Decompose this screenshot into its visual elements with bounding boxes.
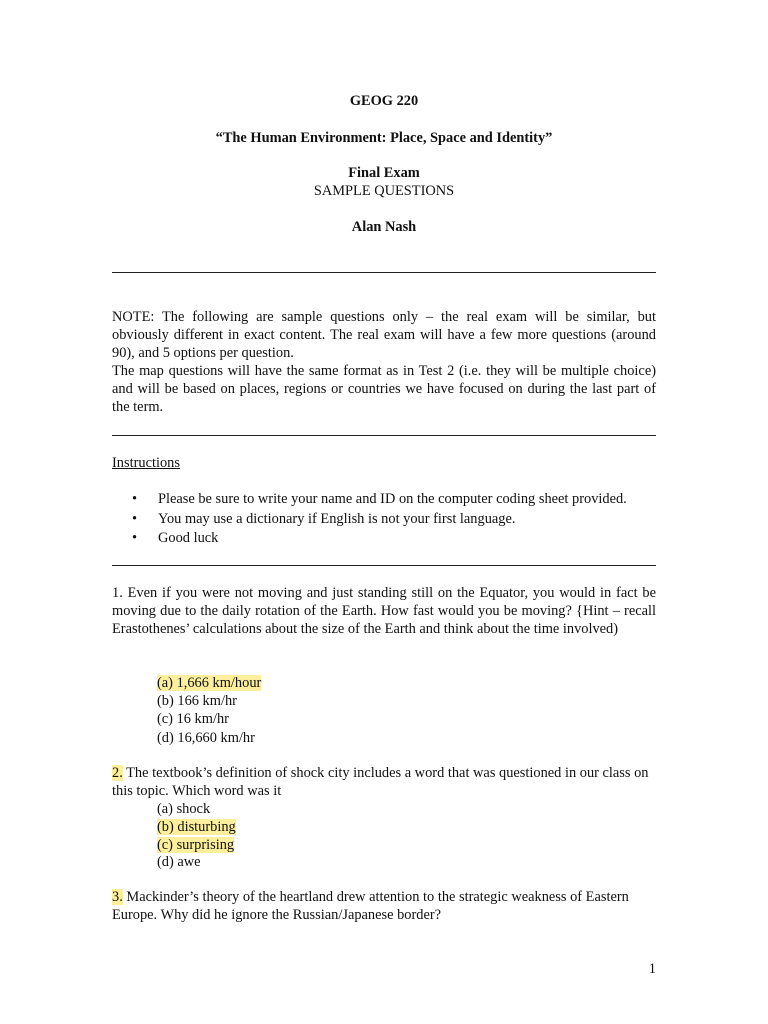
instructions-list	[112, 490, 656, 549]
highlighted-answer: (a) 1,666 km/hour	[157, 675, 262, 691]
question-1-text: 1. Even if you were not moving and just standing still on the Equator, you would in fact be moving due to the daily rotation of the Earth. How fast would you be moving? {Hint – recall Erastothenes’ calculations about the size of the Earth and think about the time involved)	[112, 585, 656, 637]
question-2-option-b	[157, 818, 236, 836]
course-title: “The Human Environment: Place, Space and Identity”	[215, 130, 553, 146]
note-paragraph-2: The map questions will have the same format as in Test 2 (i.e. they will be multiple choice) and will be based on places, regions or countries we have focused on during the last part of the term.	[112, 363, 656, 415]
highlighted-answer: (c) surprising	[157, 837, 235, 853]
question-2-option-a: (a) shock	[157, 801, 211, 817]
course-code: GEOG 220	[349, 93, 419, 109]
question-3-number: 3.	[112, 889, 123, 905]
page-number: 1	[648, 961, 656, 977]
question-3-text: 3. Mackinder’s theory of the heartland drew attention to the strategic weakness of Eastern Europe. Why did he ignore the Russian/Japanese border?	[112, 889, 629, 923]
note-paragraph-1: NOTE: The following are sample questions only – the real exam will be similar, but obviously different in exact content. The real exam will have a few more questions (around 90), and 5 options per question.	[112, 309, 656, 361]
highlighted-answer: (b) disturbing	[157, 819, 236, 835]
question-1-option-d: (d) 16,660 km/hr	[157, 730, 255, 746]
exam-title: Final Exam	[348, 165, 420, 181]
instruction-item: • Please be sure to write your name and ID on the computer coding sheet provided.	[112, 490, 656, 510]
question-2-number: 2.	[112, 765, 123, 781]
note-section	[112, 308, 656, 416]
question-1-option-a	[157, 674, 261, 692]
divider-note	[112, 435, 656, 436]
bullet-icon: •	[132, 510, 138, 527]
question-1-option-c: (c) 16 km/hr	[157, 711, 229, 727]
question-2-option-c	[157, 836, 234, 854]
instructions-heading: Instructions	[112, 455, 180, 471]
author-name: Alan Nash	[351, 219, 417, 235]
divider-top	[112, 272, 656, 273]
question-2-option-d: (d) awe	[157, 854, 201, 870]
question-1-option-b: (b) 166 km/hr	[157, 693, 237, 709]
exam-subtitle: SAMPLE QUESTIONS	[313, 183, 455, 199]
instruction-item: • You may use a dictionary if English is not your first language.	[112, 510, 656, 530]
bullet-icon: •	[132, 530, 138, 546]
divider-instructions	[112, 565, 656, 566]
instruction-item: • Good luck	[112, 529, 656, 549]
bullet-icon: •	[132, 491, 138, 507]
question-2-text: 2. The textbook’s definition of shock city includes a word that was questioned in our class on this topic. Which word was it	[112, 765, 649, 799]
